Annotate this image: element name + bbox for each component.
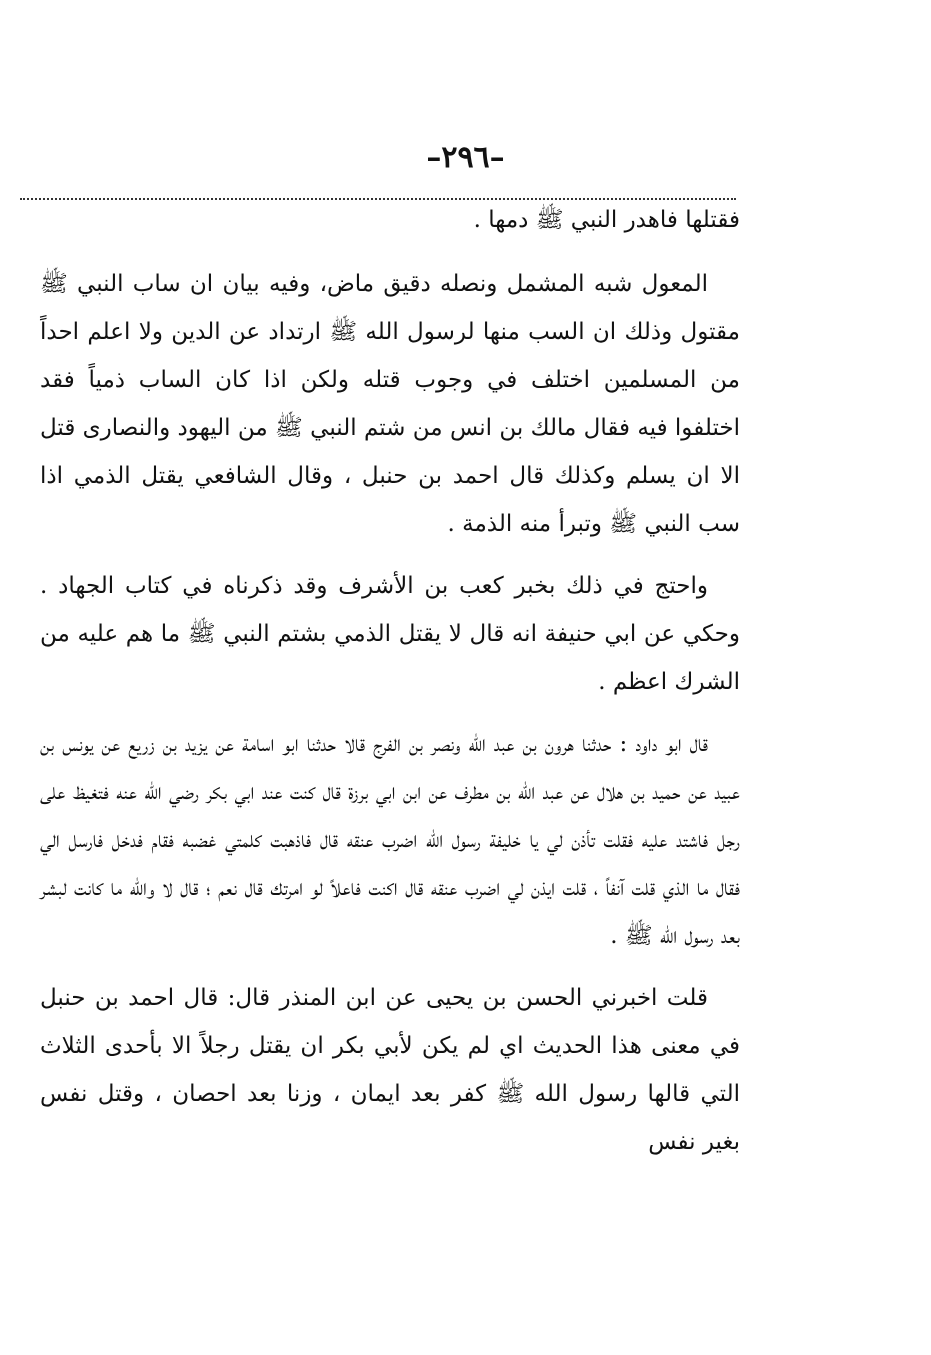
paragraph: قلت اخبرني الحسن بن يحيى عن ابن المنذر قال: قال احمد بن حنبل في معنى هذا الحديث اي لم يكن لأبي بكر ان يقتل رجلاً الا بأحدى الثلاث التي قالها رسول الله ﷺ كفر بعد ايمان ، وزنا بعد احصان ، وقتل نفس بغير نفس: [40, 985, 740, 1155]
paragraph: المعول شبه المشمل ونصله دقيق ماض، وفيه بيان ان ساب النبي ﷺ مقتول وذلك ان السب منها لرسول الله ﷺ ارتداد عن الدين ولا اعلم احداً من المسلمين اختلف في وجوب قتله ولكن اذا كان الساب ذمياً فقد اختلفوا فيه فقال مالك بن انس من شتم النبي ﷺ من اليهود والنصارى قتل الا ان يسلم وكذلك قال احمد بن حنبل ، وقال الشافعي يقتل الذمي اذا سب النبي ﷺ وتبرأ منه الذمة .: [40, 271, 740, 537]
page-body: [40, 196, 740, 1180]
paragraph: واحتج في ذلك بخبر كعب بن الأشرف وقد ذكرناه في كتاب الجهاد . وحكي عن ابي حنيفة انه قال لا يقتل الذمي بشتم النبي ﷺ ما هم عليه من الشرك اعظم .: [40, 573, 740, 695]
paragraph: قال ابو داود : حدثنا هرون بن عبد الله ونصر بن الفرج قالا حدثنا ابو اسامة عن يزيد بن زريع عن يونس بن عبيد عن حميد بن هلال عن عبد الله بن مطرف عن ابن ابي برزة قال كنت عند ابي بكر رضي الله عنه فتغيظ على رجل فاشتد عليه فقلت تأذن لي يا خليفة رسول الله اضرب عنقه قال فاذهبت كلمتي غضبه فقام فدخل فارسل الي فقال ما الذي قلت آنفاً ، قلت ايذن لي اضرب عنقه قال اكنت فاعلاً لو امرتك قال نعم ؛ قال لا والله ما كانت لبشر بعد رسول الله ﷺ .: [40, 731, 740, 949]
paragraph: فقتلها فاهدر النبي ﷺ دمها .: [473, 207, 740, 233]
page-number: –٢٩٦–: [426, 140, 505, 175]
